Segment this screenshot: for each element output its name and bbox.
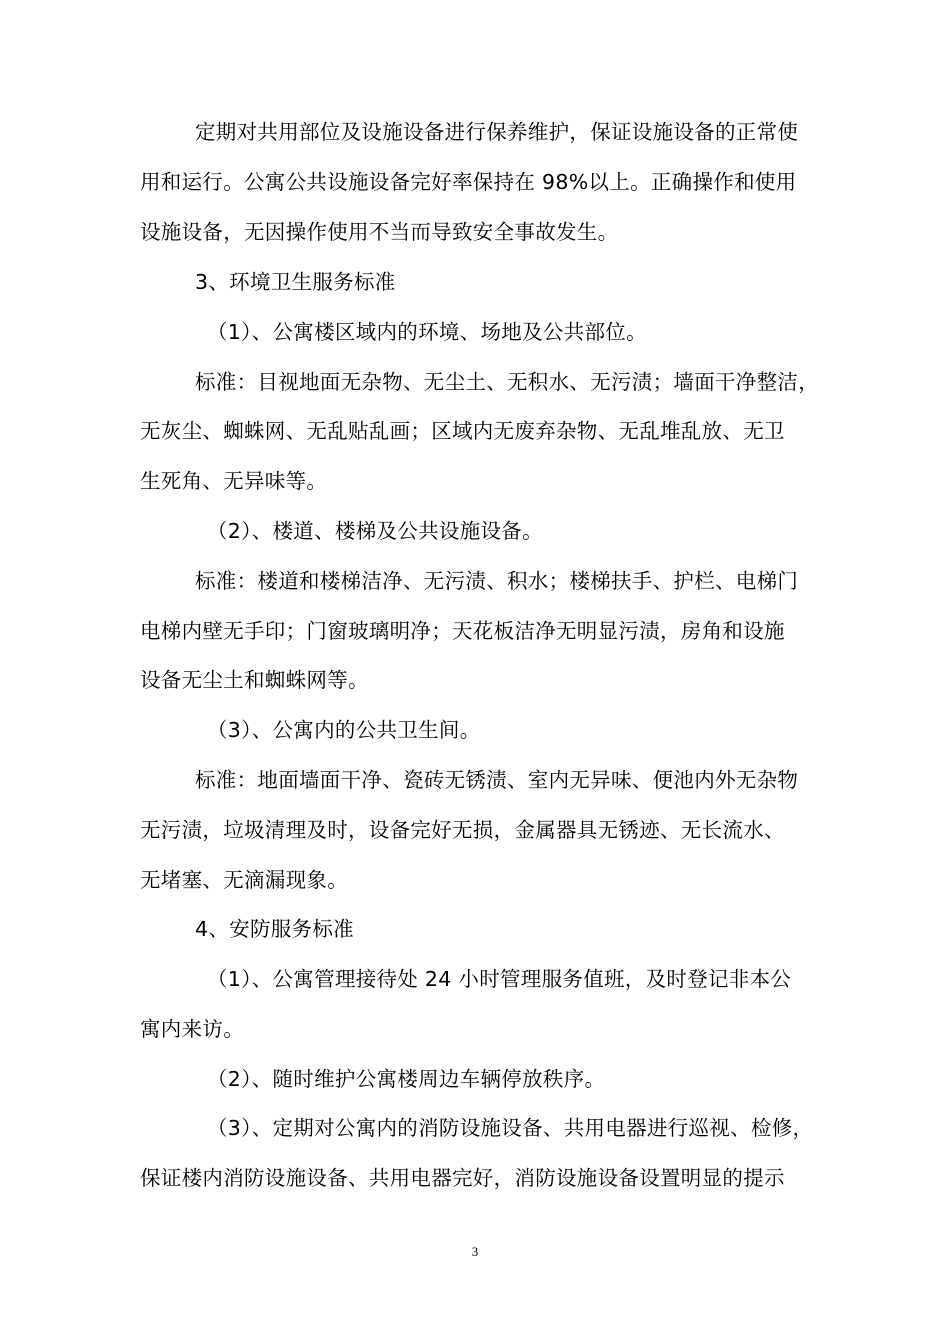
section-heading: 3、环境卫生服务标准 bbox=[195, 270, 396, 294]
subsection-heading: （1）、公寓楼区域内的环境、场地及公共部位。 bbox=[207, 320, 647, 344]
paragraph-line: 保证楼内消防设施设备、共用电器完好，消防设施设备设置明显的提示 bbox=[140, 1166, 785, 1190]
paragraph-line: 标准：目视地面无杂物、无尘土、无积水、无污渍；墙面干净整洁， bbox=[195, 370, 819, 394]
paragraph-line: 定期对共用部位及设施设备进行保养维护，保证设施设备的正常使 bbox=[195, 120, 799, 144]
paragraph-line: 标准：楼道和楼梯洁净、无污渍、积水；楼梯扶手、护栏、电梯门 bbox=[195, 569, 799, 593]
paragraph-line: 用和运行。公寓公共设施设备完好率保持在 98%以上。正确操作和使用 bbox=[140, 170, 797, 194]
paragraph-line: 设备无尘土和蜘蛛网等。 bbox=[140, 668, 369, 692]
subsection-heading: （2）、楼道、楼梯及公共设施设备。 bbox=[207, 519, 543, 543]
paragraph-line: 无灰尘、蜘蛛网、无乱贴乱画；区域内无废弃杂物、无乱堆乱放、无卫 bbox=[140, 419, 785, 443]
subsection-heading: （3）、公寓内的公共卫生间。 bbox=[207, 718, 481, 742]
paragraph-line: 电梯内壁无手印；门窗玻璃明净；天花板洁净无明显污渍，房角和设施 bbox=[140, 619, 785, 643]
paragraph-line: 无污渍，垃圾清理及时，设备完好无损，金属器具无锈迹、无长流水、 bbox=[140, 818, 785, 842]
page-number: 3 bbox=[471, 1244, 479, 1259]
paragraph-line: 标准：地面墙面干净、瓷砖无锈渍、室内无异味、便池内外无杂物 bbox=[195, 768, 799, 792]
subsection-heading: （2）、随时维护公寓楼周边车辆停放秩序。 bbox=[207, 1067, 606, 1091]
subsection-heading: （1）、公寓管理接待处 24 小时管理服务值班，及时登记非本公 bbox=[207, 967, 792, 991]
paragraph-line: 生死角、无异味等。 bbox=[140, 469, 328, 493]
paragraph-line: 设施设备，无因操作使用不当而导致安全事故发生。 bbox=[140, 220, 619, 244]
subsection-heading: （3）、定期对公寓内的消防设施设备、共用电器进行巡视、检修， bbox=[207, 1116, 814, 1140]
paragraph-line: 无堵塞、无滴漏现象。 bbox=[140, 868, 348, 892]
section-heading: 4、安防服务标准 bbox=[195, 917, 354, 941]
paragraph-line: 寓内来访。 bbox=[140, 1017, 244, 1041]
